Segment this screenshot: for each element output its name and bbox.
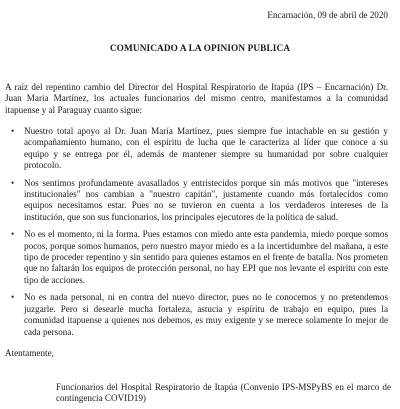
bullet-icon: • bbox=[11, 126, 15, 136]
list-item-text: Nos sentimos profundamente avasallados y entristecidos porque sin más motivos que "intereses institucionales" nos cambian a "nuestro capitán", justamente cuando más fortalecidos como equipos necesitamos estar. Pues no se tuvieron en cuenta a los verdaderos intereses de la institución, que son sus funcionarios, los principales ejecutores de la política de salud. bbox=[24, 177, 388, 222]
bullet-icon: • bbox=[11, 292, 15, 303]
list-item-text: No es nada personal, ni en contra del nuevo director, pues no le conocemos y no pretendemos juzgarle. Pero si desearle mucha fortaleza, astucia y espíritu de trabajo en equipo, pues la comunidad itapuense a quienes nos debemos, es muy exigente y se merece solamente lo mejor de cada persona. bbox=[24, 292, 388, 337]
list-item bbox=[5, 178, 388, 224]
list-item-text: No es el momento, ni la forma. Pues estamos con miedo ante esta pandemia, miedo porque somos pocos, porque somos humanos, pero nuestro mayor miedo es a la incertidumbre del mañana, a este tipo de proceder repentino y sin sentido para quienes estamos en el frente de batalla. Nos prometen que no faltarán los equipos de protección personal, no hay EPI que nos levante el espíritu con este tipo de acciones. bbox=[24, 229, 388, 285]
points-list bbox=[5, 126, 388, 344]
list-item bbox=[5, 126, 388, 172]
list-item bbox=[5, 292, 388, 338]
list-item bbox=[5, 229, 388, 286]
bullet-icon: • bbox=[11, 229, 15, 240]
signature-block: Funcionarios del Hospital Respiratorio de Itapúa (Convenio IPS-MSPyBS en el marco de contingencia COVID19) bbox=[56, 382, 391, 404]
document-title: COMUNICADO A LA OPINION PUBLICA bbox=[109, 44, 291, 54]
bullet-icon: • bbox=[11, 177, 15, 188]
closing-line: Atentamente, bbox=[5, 348, 54, 358]
intro-paragraph: A raíz del repentino cambio del Director del Hospital Respiratorio de Itapúa (IPS – Encarnación) Dr. Juan María Martínez, los actuales funcionarios del mismo centro, manifestamos a la comunidad itapuense y al Paraguay cuanto sigue: bbox=[5, 82, 388, 115]
list-item-text: Nuestro total apoyo al Dr. Juan María Martínez, pues siempre fue intachable en su gestión y acompañamiento humano, con el espíritu de lucha que le caracteriza al líder que conoce a su equipo y se entrega por él, además de mantener siempre su humanidad por sobre cualquier protocolo. bbox=[24, 126, 388, 171]
date-line: Encarnación, 09 de abril de 2020 bbox=[267, 10, 388, 20]
